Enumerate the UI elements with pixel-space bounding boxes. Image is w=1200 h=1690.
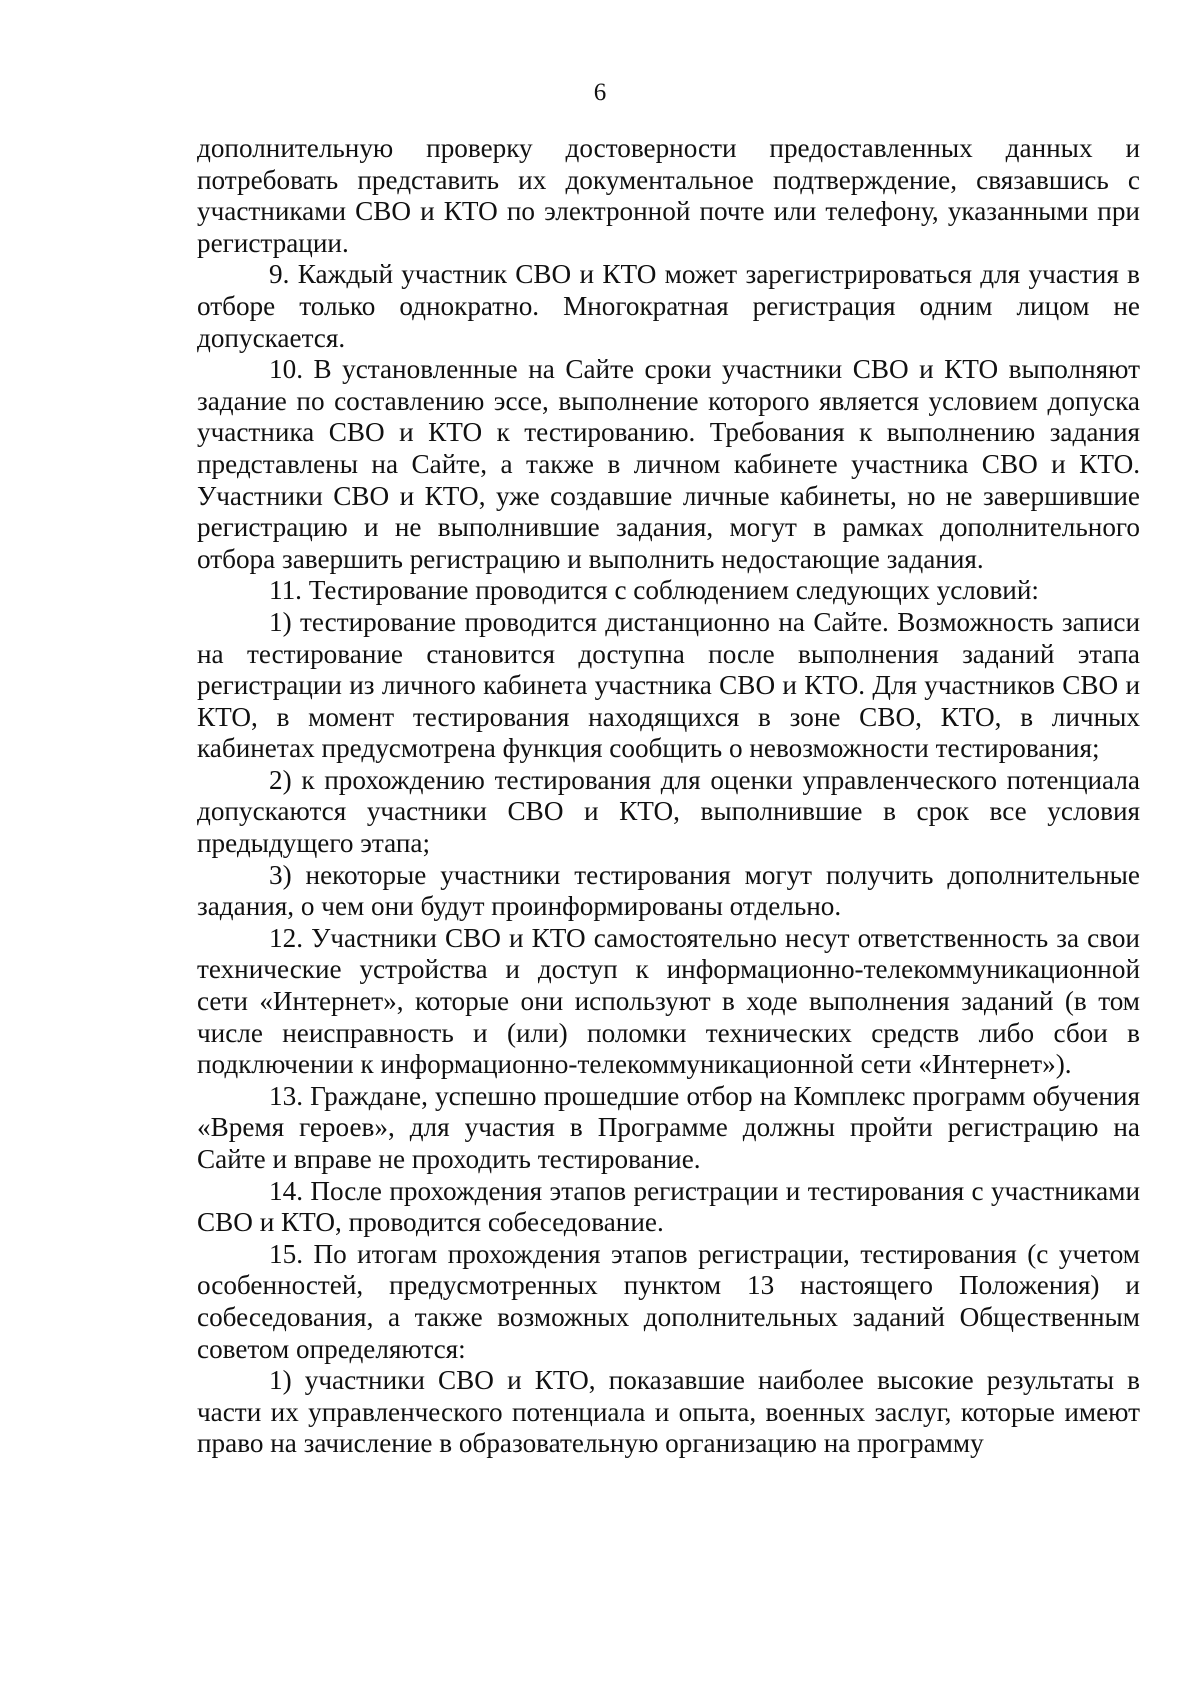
paragraph-continuation: дополнительную проверку достоверности предоставленных данных и потребовать представить их документальное подтверждение, связавшись с участниками СВО и КТО по электронной почте или телефону, указанными при регистрации. (197, 133, 1140, 258)
paragraph-item-13: 13. Граждане, успешно прошедшие отбор на Комплекс программ обучения «Время героев», для участия в Программе должны пройти регистрацию на Сайте и вправе не проходить тестирование. (197, 1080, 1140, 1174)
paragraph-item-11: 11. Тестирование проводится с соблюдением следующих условий: (269, 575, 1039, 606)
paragraph-item-9: 9. Каждый участник СВО и КТО может зарегистрироваться для участия в отборе только однократно. Многократная регистрация одним лицом не допускается. (197, 259, 1140, 353)
document-body (197, 133, 1140, 1460)
paragraph-item-15: 15. По итогам прохождения этапов регистрации, тестирования (с учетом особенностей, предусмотренных пунктом 13 настоящего Положения) и собеседования, а также возможных дополнительных заданий Общественным советом определяются: (197, 1238, 1140, 1364)
paragraph-item-12: 12. Участники СВО и КТО самостоятельно несут ответственность за свои технические устройства и доступ к информационно-телекоммуникационной сети «Интернет», которые они используют в ходе выполнения заданий (в том числе неисправность и (или) поломки технических средств либо сбои в подключении к информационно-телекоммуникационной сети «Интернет»). (197, 922, 1140, 1080)
paragraph-item-10: 10. В установленные на Сайте сроки участники СВО и КТО выполняют задание по составлению эссе, выполнение которого является условием допуска участника СВО и КТО к тестированию. Требования к выполнению задания представлены на Сайте, а также в личном кабинете участника СВО и КТО. Участники СВО и КТО, уже создавшие личные кабинеты, но не завершившие регистрацию и не выполнившие задания, могут в рамках дополнительного отбора завершить регистрацию и выполнить недостающие задания. (197, 354, 1140, 574)
paragraph-item-11-sub-3: 3) некоторые участники тестирования могут получить дополнительные задания, о чем они будут проинформированы отдельно. (197, 859, 1140, 922)
paragraph-item-14: 14. После прохождения этапов регистрации и тестирования с участниками СВО и КТО, проводится собеседование. (197, 1175, 1140, 1238)
page-number: 6 (593, 79, 607, 106)
paragraph-item-11-sub-2: 2) к прохождению тестирования для оценки управленческого потенциала допускаются участники СВО и КТО, выполнившие в срок все условия предыдущего этапа; (197, 764, 1140, 859)
paragraph-item-15-sub-1: 1) участники СВО и КТО, показавшие наиболее высокие результаты в части их управленческого потенциала и опыта, военных заслуг, которые имеют право на зачисление в образовательную организацию на программу (197, 1365, 1140, 1459)
paragraph-item-11-sub-1: 1) тестирование проводится дистанционно на Сайте. Возможность записи на тестирование становится доступна после выполнения заданий этапа регистрации из личного кабинета участника СВО и КТО. Для участников СВО и КТО, в момент тестирования находящихся в зоне СВО, КТО, в личных кабинетах предусмотрена функция сообщить о невозможности тестирования; (197, 606, 1140, 764)
